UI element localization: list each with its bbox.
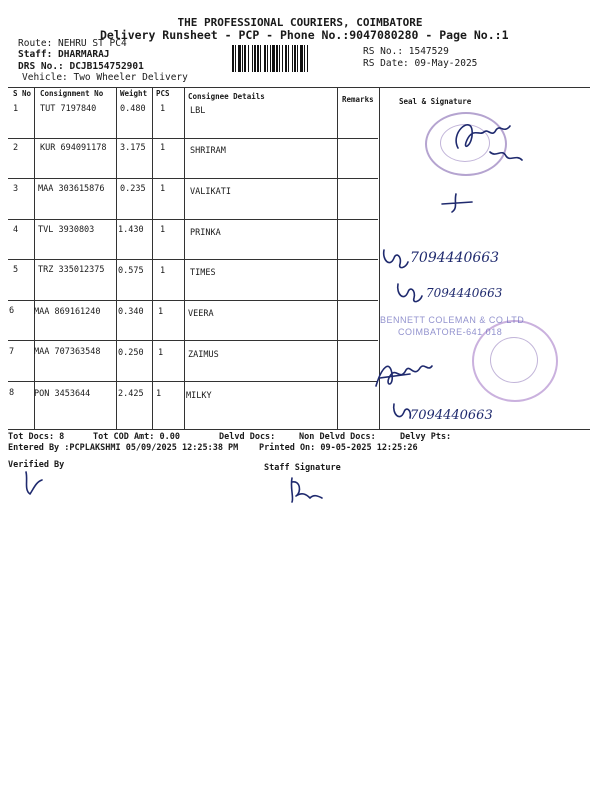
row-pcs: 1 xyxy=(158,348,164,358)
row-pcs: 1 xyxy=(160,143,166,153)
seal-stamp-inner xyxy=(490,337,538,383)
row-weight: 2.425 xyxy=(118,389,144,399)
handwritten-phone: 7094440663 xyxy=(410,250,500,266)
col-header-remarks: Remarks xyxy=(342,95,374,104)
signature-row-5 xyxy=(392,280,428,308)
row-weight: 3.175 xyxy=(120,143,146,153)
row-sno: 5 xyxy=(13,265,19,275)
row-weight: 1.430 xyxy=(118,225,144,235)
rs-number: RS No.: 1547529 xyxy=(363,46,449,57)
staff-signature xyxy=(284,474,326,506)
sheet-title: Delivery Runsheet - PCP - Phone No.:9047080280 - Page No.:1 xyxy=(100,28,509,42)
verified-signature xyxy=(18,468,48,498)
row-consignment: KUR 694091178 xyxy=(40,143,107,153)
signature-row-1 xyxy=(440,108,530,170)
row-consignee: TIMES xyxy=(190,268,216,278)
row-pcs: 1 xyxy=(158,307,164,317)
col-header-sno: S No xyxy=(13,89,32,98)
row-divider xyxy=(8,138,378,139)
row-consignee: PRINKA xyxy=(190,228,221,238)
delivery-points: Delvy Pts: xyxy=(400,432,452,442)
row-sno: 1 xyxy=(13,104,19,114)
row-divider xyxy=(8,381,378,382)
delivered-docs: Delvd Docs: xyxy=(219,432,276,442)
row-sno: 4 xyxy=(13,225,19,235)
row-consignee: VEERA xyxy=(188,309,214,319)
row-consignee: VALIKATI xyxy=(190,187,231,197)
signature-row-7 xyxy=(370,356,436,396)
row-pcs: 1 xyxy=(160,225,166,235)
signature-row-4 xyxy=(376,246,412,274)
staff-signature-label: Staff Signature xyxy=(264,463,341,473)
company-name: THE PROFESSIONAL COURIERS, COIMBATORE xyxy=(177,16,423,29)
company-rubber-stamp: BENNETT COLEMAN & CO LTD xyxy=(380,315,525,325)
vehicle: Vehicle: Two Wheeler Delivery xyxy=(22,72,188,83)
row-consignee: LBL xyxy=(190,106,206,116)
staff: Staff: DHARMARAJ xyxy=(18,49,110,60)
total-docs: Tot Docs: 8 xyxy=(8,432,65,442)
drs-number: DRS No.: DCJB154752901 xyxy=(18,61,144,72)
row-consignment: MAA 303615876 xyxy=(38,184,105,194)
row-divider xyxy=(8,259,378,260)
row-divider xyxy=(8,219,378,220)
row-consignment: MAA 869161240 xyxy=(34,307,101,317)
row-sno: 6 xyxy=(9,306,15,316)
table-top-rule xyxy=(8,87,590,88)
row-consignment: TRZ 335012375 xyxy=(38,265,105,275)
signature-row-8 xyxy=(388,400,416,426)
row-sno: 7 xyxy=(9,347,15,357)
row-weight: 0.575 xyxy=(118,266,144,276)
row-divider xyxy=(8,300,378,301)
handwritten-phone: 7094440663 xyxy=(410,408,493,423)
row-pcs: 1 xyxy=(156,389,162,399)
row-consignee: SHRIRAM xyxy=(190,146,226,156)
row-sno: 8 xyxy=(9,388,15,398)
row-divider xyxy=(8,340,378,341)
col-header-weight: Weight xyxy=(120,89,148,98)
col-header-pcs: PCS xyxy=(156,89,170,98)
row-divider xyxy=(8,178,378,179)
row-consignment: PON 3453644 xyxy=(34,389,91,399)
row-consignment: MAA 707363548 xyxy=(34,347,101,357)
row-sno: 3 xyxy=(13,184,19,194)
row-consignment: TVL 3930803 xyxy=(38,225,95,235)
barcode xyxy=(232,45,356,72)
row-consignment: TUT 7197840 xyxy=(40,104,97,114)
barcode-bar xyxy=(308,45,309,72)
total-cod-amount: Tot COD Amt: 0.00 xyxy=(93,432,180,442)
company-rubber-stamp: COIMBATORE-641 018 xyxy=(398,327,503,337)
rs-date: RS Date: 09-May-2025 xyxy=(363,58,478,69)
col-header-seal-signature: Seal & Signature xyxy=(399,97,472,106)
printed-on: Printed On: 09-05-2025 12:25:26 xyxy=(259,443,418,453)
entered-by: Entered By :PCPLAKSHMI 05/09/2025 12:25:38 PM xyxy=(8,443,239,453)
row-weight: 0.480 xyxy=(120,104,146,114)
row-pcs: 1 xyxy=(160,266,166,276)
table-bottom-rule xyxy=(8,429,590,430)
row-consignee: ZAIMUS xyxy=(188,350,219,360)
row-sno: 2 xyxy=(13,143,19,153)
row-pcs: 1 xyxy=(160,184,166,194)
row-weight: 0.340 xyxy=(118,307,144,317)
handwritten-phone: 7094440663 xyxy=(426,286,503,300)
verified-by-label: Verified By xyxy=(8,460,65,470)
row-weight: 0.250 xyxy=(118,348,144,358)
col-header-consignee: Consignee Details xyxy=(188,92,265,101)
row-consignee: MILKY xyxy=(186,391,212,401)
row-weight: 0.235 xyxy=(120,184,146,194)
col-header-consignment: Consignment No xyxy=(40,89,104,98)
row-pcs: 1 xyxy=(160,104,166,114)
route: Route: NEHRU ST PC4 xyxy=(18,38,127,49)
signature-row-3 xyxy=(438,190,478,216)
non-delivered-docs: Non Delvd Docs: xyxy=(299,432,376,442)
